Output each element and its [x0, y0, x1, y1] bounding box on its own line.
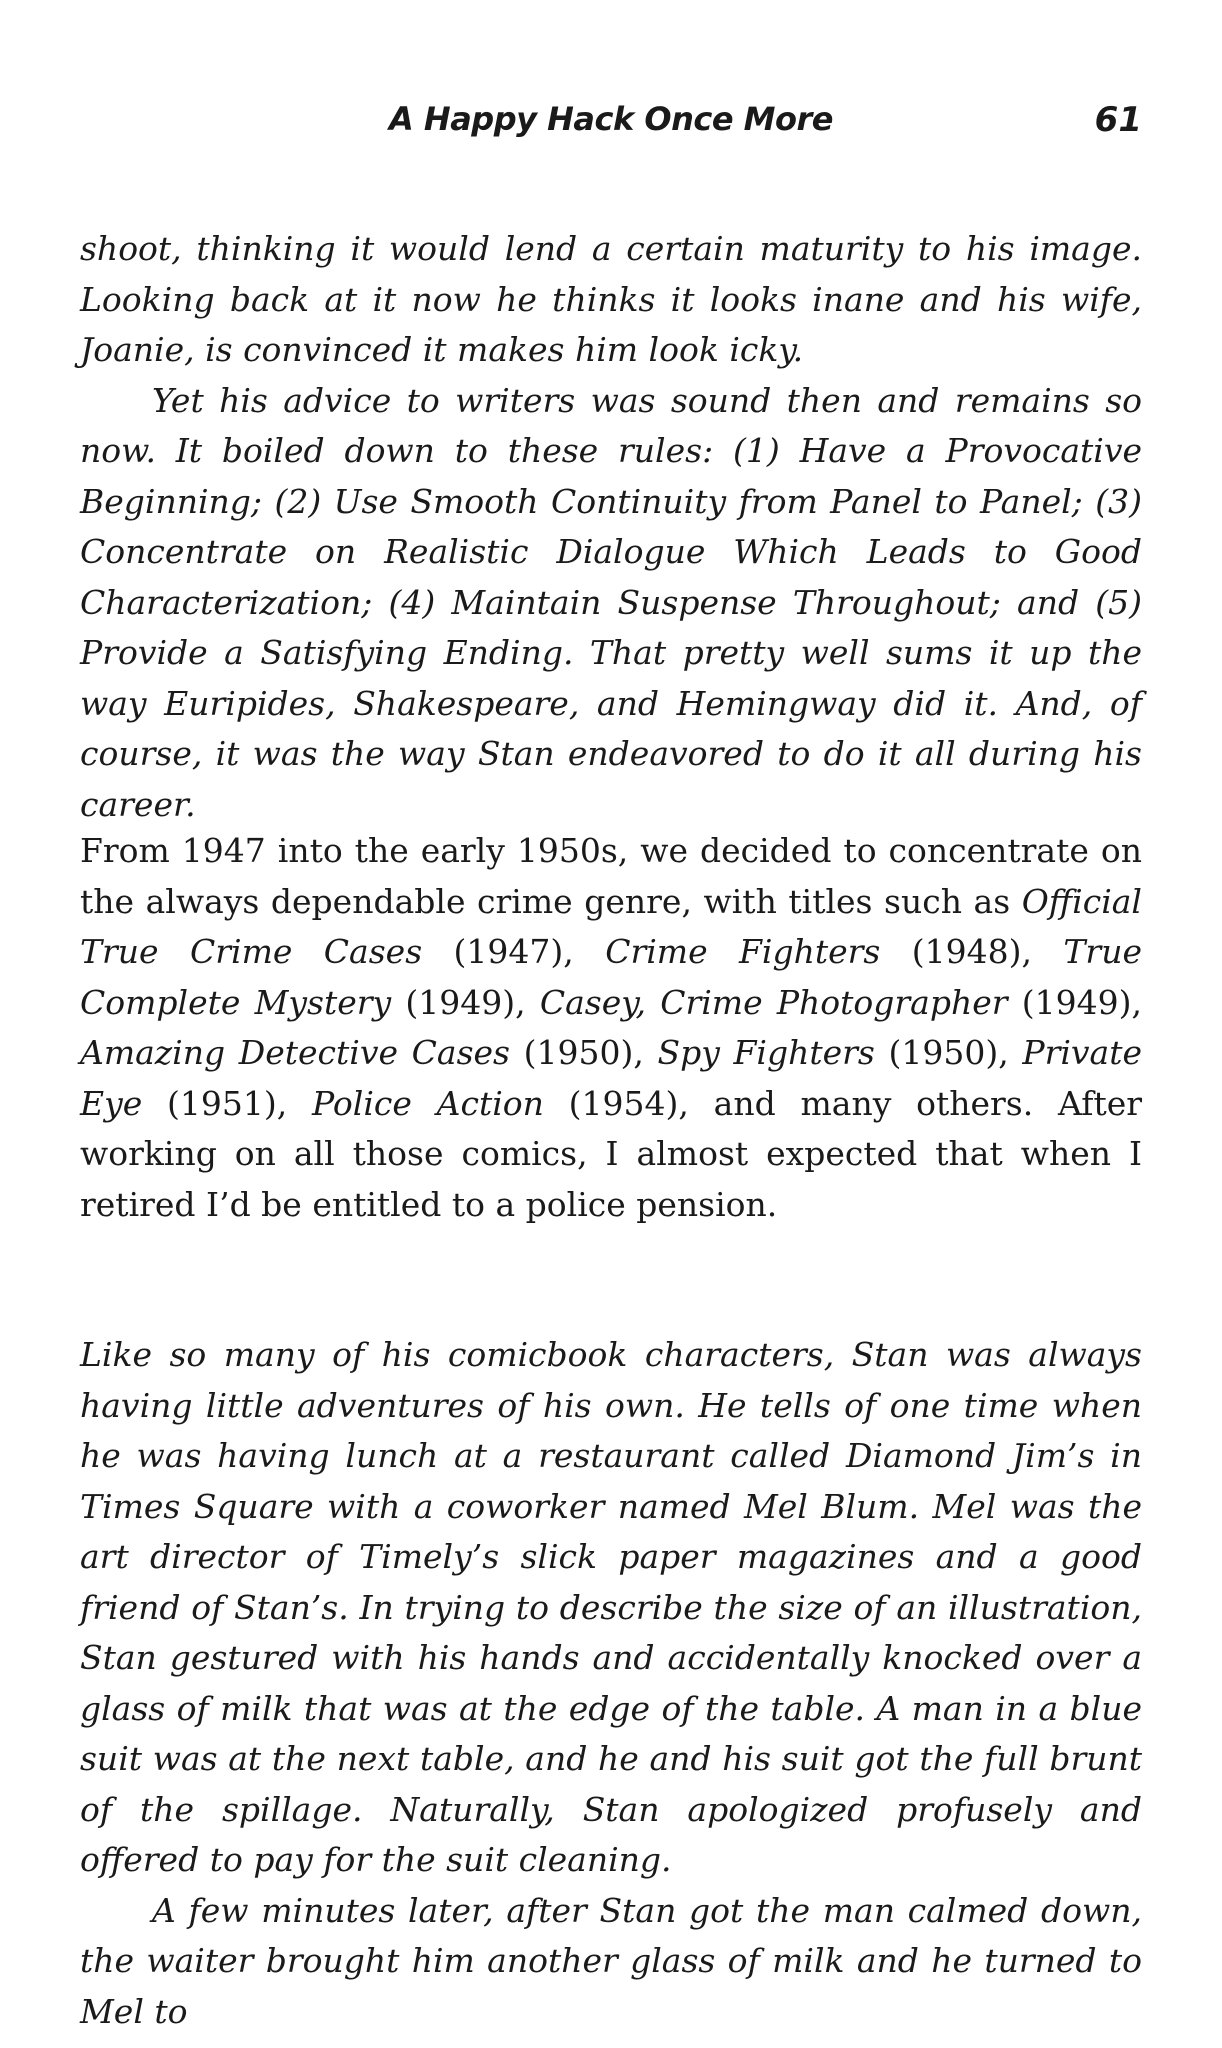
book-page: [80, 0, 1142, 2048]
comic-title: Official True Crime Cases: [80, 881, 1142, 971]
running-title: A Happy Hack Once More: [389, 100, 833, 138]
comic-year: (1954),: [543, 1083, 714, 1123]
italic-commentary-block-1: [80, 224, 1142, 830]
page-number: 61: [1094, 100, 1142, 140]
comic-year: (1951),: [142, 1083, 313, 1123]
comic-year: (1947),: [422, 932, 606, 971]
comic-title: Amazing Detective Cases: [80, 1033, 510, 1072]
roman-narrative-block: [80, 826, 1142, 1230]
comic-year: (1949),: [1007, 982, 1142, 1022]
running-head: [80, 100, 1142, 150]
italic-commentary-block-2: [80, 1330, 1142, 2037]
comic-year: (1950),: [874, 1033, 1023, 1072]
comic-year: (1948),: [880, 932, 1064, 971]
narrative-outro: and many others. After working on all those comics, I almost expected that when I retired I’d be entitled to a police pension.: [80, 1083, 1143, 1224]
narrative-intro: From 1947 into the early 1950s, we decided to concentrate on the always dependable crime genre, with titles such as: [80, 831, 1142, 921]
comic-title: True Complete Mystery: [80, 932, 1142, 1022]
comic-year: (1949),: [391, 982, 540, 1022]
commentary-paragraph: Like so many of his comicbook characters, Stan was always having little adventures of his own. He tells of one time when he was having lunch at a restaurant called Diamond Jim’s in Times Square with a coworker named Mel Blum. Mel was the art director of Timely’s slick paper magazines and a good friend of Stan’s. In trying to describe the size of an illustration, Stan gestured with his hands and accidentally knocked over a glass of milk that was at the edge of the table. A man in a blue suit was at the next table, and he and his suit got the full brunt of the spillage. Naturally, Stan apologized profusely and offered to pay for the suit cleaning.: [80, 1335, 1142, 1879]
comic-title: Casey, Crime Photographer: [539, 982, 1008, 1022]
comic-title: Crime Fighters: [605, 932, 881, 971]
narrative-paragraph: [80, 826, 1142, 1230]
commentary-paragraph: Yet his advice to writers was sound then and remains so now. It boiled down to these rules: (1) Have a Provocative Beginning; (2) Use Smooth Continuity from Panel to Panel; (3) Concentrate on Realistic Dialogue Which Leads to Good Characterization; (4) Maintain Suspense Throughout; and (5) Provide a Satisfying Ending. That pretty well sums it up the way Euripides, Shakespeare, and Hemingway did it. And, of course, it was the way Stan endeavored to do it all during his career.: [80, 380, 1142, 824]
comic-title: Private Eye: [80, 1033, 1143, 1123]
commentary-paragraph: shoot, thinking it would lend a certain maturity to his image. Looking back at it now he thinks it looks inane and his wife, Joanie, is convinced it makes him look icky.: [80, 229, 1142, 369]
comic-title: Spy Fighters: [657, 1033, 875, 1072]
comic-title: Police Action: [312, 1083, 544, 1123]
commentary-paragraph: A few minutes later, after Stan got the man calmed down, the waiter brought him another glass of milk and he turned to Mel to: [80, 1890, 1142, 2031]
comic-year: (1950),: [509, 1033, 658, 1072]
